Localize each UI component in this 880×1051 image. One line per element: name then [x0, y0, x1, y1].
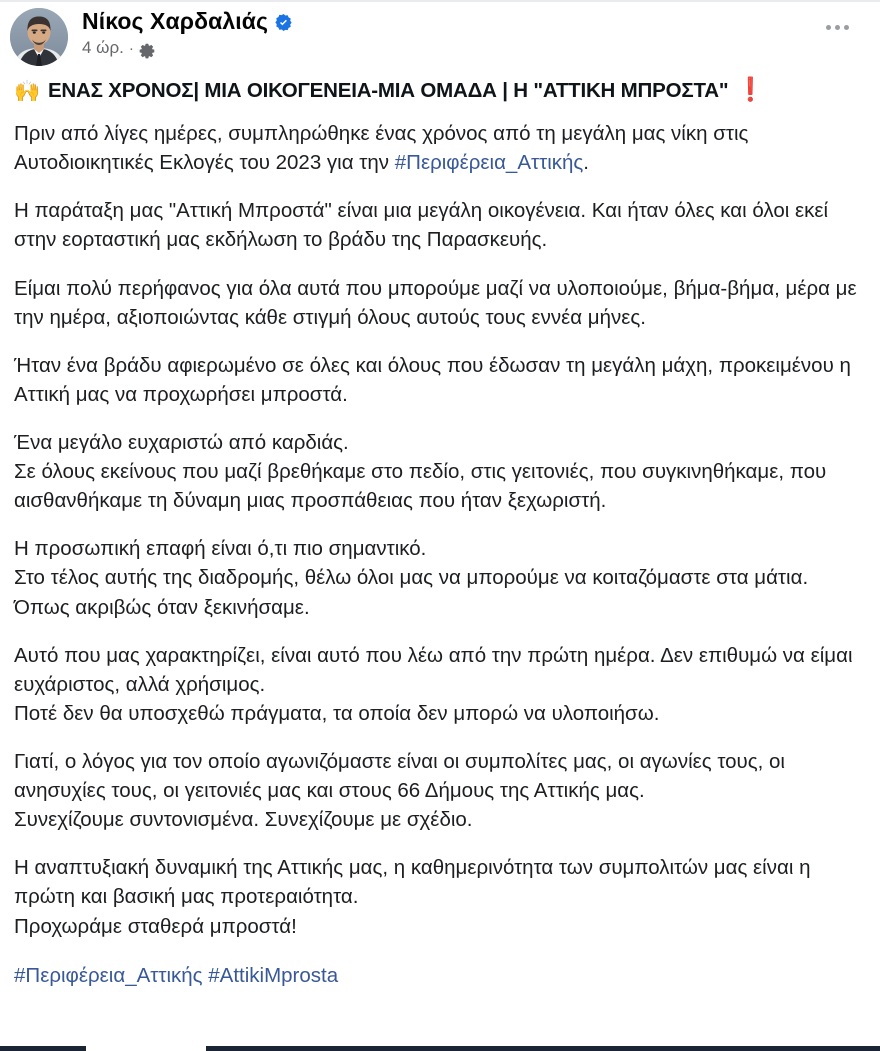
post-paragraph: Αυτό που μας χαρακτηρίζει, είναι αυτό που λέω από την πρώτη ημέρα. Δεν επιθυμώ να είμαι ευχάριστος, αλλά χρήσιμος. Ποτέ δεν θα υποσχεθώ πράγματα, τα οποία δεν μπορώ να υλοποιήσω.	[14, 643, 853, 725]
paragraph-text-before-link: Πριν από λίγες ημέρες, συμπληρώθηκε ένας χρόνος από τη μεγάλη μας νίκη στις Αυτοδιοικητικές Εκλογές του 2023 για την	[14, 122, 749, 175]
post-body	[0, 66, 880, 990]
author-block	[82, 6, 293, 58]
post-paragraph: Είμαι πολύ περήφανος για όλα αυτά που μπορούμε μαζί να υλοποιούμε, βήμα-βήμα, μέρα με την ημέρα, αξιοποιώντας κάθε στιγμή όλους αυτούς τους εννέα μήνες.	[14, 276, 857, 329]
bottom-strip	[0, 1046, 880, 1051]
post-title	[14, 76, 864, 105]
post-paragraph	[14, 119, 864, 177]
post-meta	[82, 38, 293, 58]
post-title-text: ΕΝΑΣ ΧΡΟΝΟΣ| ΜΙΑ ΟΙΚΟΓΕΝΕΙΑ-ΜΙΑ ΟΜΑΔΑ | Η "ΑΤΤΙΚΗ ΜΠΡΟΣΤΑ"	[47, 79, 729, 102]
name-row	[82, 8, 293, 34]
strip-segment	[86, 1046, 206, 1051]
strip-segment	[0, 1046, 86, 1051]
strip-segment	[206, 1046, 880, 1051]
author-name[interactable]: Νίκος Χαρδαλιάς	[82, 8, 269, 34]
meta-separator: ·	[128, 39, 134, 57]
exclamation-emoji: ❗	[736, 76, 765, 103]
hashtag-link-perifereia-attikis[interactable]: #Περιφέρεια_Αττικής	[394, 151, 584, 175]
raising-hands-emoji: 🙌	[14, 80, 40, 104]
more-dot	[826, 25, 831, 30]
more-dot	[844, 25, 849, 30]
verified-badge-icon	[274, 13, 293, 32]
post-paragraph: Ήταν ένα βράδυ αφιερωμένο σε όλες και όλους που έδωσαν τη μεγάλη μάχη, προκειμένου η Αττική μας να προχωρήσει μπροστά.	[14, 353, 851, 406]
post-paragraph: Η προσωπική επαφή είναι ό,τι πιο σημαντικό. Στο τέλος αυτής της διαδρομής, θέλω όλοι μας να μπορούμε να κοιταζόμαστε στα μάτια. Όπως ακριβώς όταν ξεκινήσαμε.	[14, 537, 809, 619]
post-header	[0, 0, 880, 66]
avatar[interactable]	[10, 8, 68, 66]
post-hashtags[interactable]: #Περιφέρεια_Αττικής #AttikiMprosta	[14, 963, 339, 987]
post-timestamp[interactable]: 4 ώρ.	[82, 38, 124, 58]
paragraph-text-after-link: .	[583, 151, 589, 175]
post-paragraph: Η αναπτυξιακή δυναμική της Αττικής μας, η καθημερινότητα των συμπολιτών μας είναι η πρώτη και βασική μας προτεραιότητα. Προχωράμε σταθερά μπροστά!	[14, 856, 811, 938]
more-dot	[835, 25, 840, 30]
post-paragraph: Η παράταξη μας "Αττική Μπροστά" είναι μια μεγάλη οικογένεια. Και ήταν όλες και όλοι εκεί στην εορταστική μας εκδήλωση το βράδυ της Παρασκευής.	[14, 199, 829, 252]
more-options-button[interactable]	[818, 16, 856, 38]
post-paragraph: Ένα μεγάλο ευχαριστώ από καρδιάς. Σε όλους εκείνους που μαζί βρεθήκαμε στο πεδίο, στις γειτονιές, που συγκινηθήκαμε, που αισθανθήκαμε τη δύναμη μιας προσπάθειας που ήταν ξεχωριστή.	[14, 430, 827, 513]
post-paragraph: Γιατί, ο λόγος για τον οποίο αγωνιζόμαστε είναι οι συμπολίτες μας, οι αγωνίες τους, οι ανησυχίες τους, οι γειτονιές μας και στους 66 Δήμους της Αττικής μας. Συνεχίζουμε συντονισμένα. Συνεχίζουμε με σχέδιο.	[14, 749, 785, 832]
gear-icon[interactable]	[139, 42, 156, 59]
